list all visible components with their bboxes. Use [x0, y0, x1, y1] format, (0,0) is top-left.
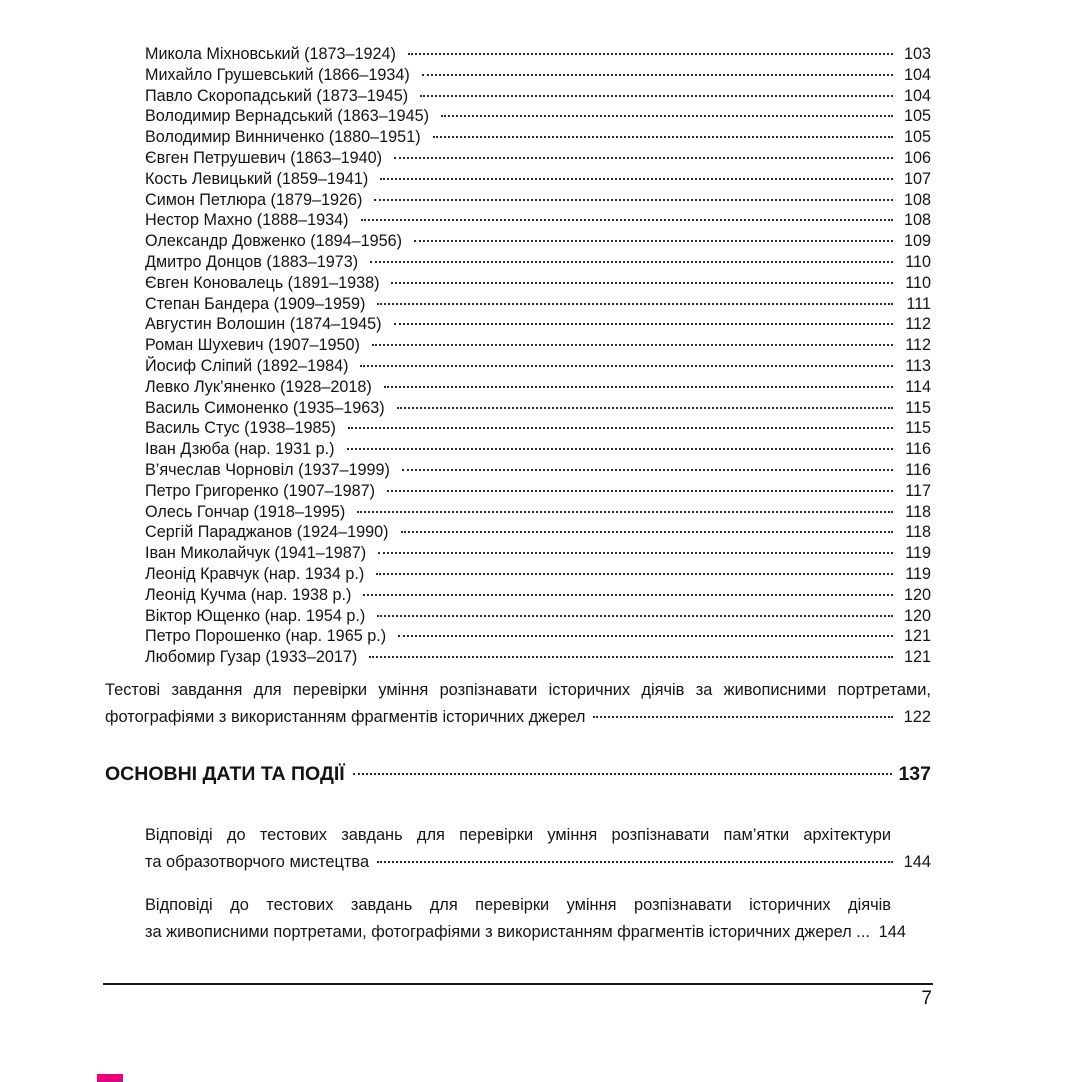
toc-entry-page: 119 — [905, 544, 931, 563]
toc-entry — [145, 606, 931, 627]
toc-entry — [145, 273, 931, 294]
answers-figures-title: за живописними портретами, фотографіями з використанням фрагментів історичних джерел ... — [145, 923, 870, 941]
toc-entry-page: 104 — [903, 65, 931, 84]
answers-architecture-line-1: Відповіді до тестових завдань для перевірки уміння розпізнавати пам’ятки архітектури — [145, 826, 891, 844]
dot-leader — [420, 95, 893, 97]
toc-entry-page: 112 — [905, 336, 931, 355]
dot-leader — [363, 594, 893, 596]
toc-entry-title: Симон Петлюра (1879–1926) — [145, 190, 363, 209]
dot-leader — [394, 323, 893, 325]
toc-entry — [145, 626, 931, 647]
toc-entry-page: 112 — [905, 315, 931, 334]
toc-entry-title: Роман Шухевич (1907–1950) — [145, 336, 360, 355]
toc-entry-page: 105 — [903, 128, 931, 147]
toc-entry-page: 121 — [903, 648, 931, 667]
section-heading — [105, 760, 931, 788]
toc-entry-page: 113 — [905, 356, 931, 375]
toc-entry — [145, 356, 931, 377]
answers-architecture-entry — [145, 822, 931, 876]
dot-leader — [593, 716, 893, 718]
toc-entry-page: 110 — [905, 273, 931, 292]
toc-entry-title: Кость Левицький (1859–1941) — [145, 169, 369, 188]
toc-entry-title: Євген Петрушевич (1863–1940) — [145, 148, 383, 167]
toc-entry — [145, 481, 931, 502]
toc-entry — [145, 169, 931, 190]
toc-entry-page: 115 — [905, 398, 931, 417]
dot-leader — [360, 365, 893, 367]
toc-entry-title: В’ячеслав Чорновіл (1937–1999) — [145, 460, 390, 479]
toc-entry-title: Віктор Ющенко (нар. 1954 р.) — [145, 606, 366, 625]
toc-entry-title: Михайло Грушевський (1866–1934) — [145, 65, 410, 84]
toc-entry-page: 119 — [905, 564, 931, 583]
answers-figures-entry — [145, 892, 931, 946]
toc-list — [145, 44, 931, 668]
tests-entry-title: фотографіями з використанням фрагментів історичних джерел — [105, 708, 586, 726]
toc-entry-page: 104 — [903, 86, 931, 105]
answers-architecture-page: 144 — [903, 853, 931, 871]
toc-entry-page: 109 — [903, 232, 931, 251]
toc-entry-title: Леонід Кравчук (нар. 1934 р.) — [145, 564, 365, 583]
dot-leader — [401, 531, 893, 533]
toc-entry-title: Августин Волошин (1874–1945) — [145, 315, 382, 334]
toc-entry — [145, 418, 931, 439]
toc-entry-title: Павло Скоропадський (1873–1945) — [145, 86, 409, 105]
dot-leader — [361, 219, 893, 221]
toc-entry — [145, 439, 931, 460]
toc-entry — [145, 65, 931, 86]
tests-entry-page: 122 — [903, 708, 931, 726]
answers-figures-line-2 — [145, 919, 931, 946]
toc-entry — [145, 86, 931, 107]
tests-entry-line-1: Тестові завдання для перевірки уміння розпізнавати історичних діячів за живописними портретами, — [105, 681, 931, 699]
toc-entry — [145, 502, 931, 523]
dot-leader — [441, 115, 893, 117]
dot-leader — [353, 773, 893, 775]
dot-leader — [408, 53, 893, 55]
toc-entry-title: Іван Дзюба (нар. 1931 р.) — [145, 440, 335, 459]
toc-entry-page: 107 — [903, 169, 931, 188]
tests-entry — [105, 677, 931, 731]
toc-entry — [145, 44, 931, 65]
toc-entry-title: Йосиф Сліпий (1892–1984) — [145, 356, 349, 375]
toc-entry — [145, 231, 931, 252]
toc-entry-page: 105 — [903, 107, 931, 126]
toc-entry — [145, 210, 931, 231]
toc-entry-title: Нестор Махно (1888–1934) — [145, 211, 349, 230]
toc-entry-title: Олесь Гончар (1918–1995) — [145, 502, 346, 521]
dot-leader — [357, 511, 893, 513]
dot-leader — [422, 74, 893, 76]
toc-entry — [145, 522, 931, 543]
answers-architecture-title: та образотворчого мистецтва — [145, 853, 370, 871]
toc-entry-page: 118 — [905, 502, 931, 521]
toc-entry — [145, 585, 931, 606]
toc-entry-title: Дмитро Донцов (1883–1973) — [145, 252, 359, 271]
dot-leader — [402, 469, 893, 471]
section-heading-page: 137 — [898, 763, 931, 785]
dot-leader — [387, 490, 893, 492]
toc-entry — [145, 647, 931, 668]
toc-entry — [145, 148, 931, 169]
dot-leader — [377, 615, 893, 617]
dot-leader — [433, 136, 893, 138]
dot-leader — [380, 178, 893, 180]
toc-entry-title: Василь Стус (1938–1985) — [145, 419, 336, 438]
toc-entry — [145, 564, 931, 585]
toc-entry — [145, 377, 931, 398]
answers-architecture-line-2 — [145, 849, 931, 876]
page-number: 7 — [921, 988, 932, 1009]
toc-entry-page: 120 — [903, 606, 931, 625]
toc-entry-title: Василь Симоненко (1935–1963) — [145, 398, 385, 417]
toc-entry-page: 115 — [905, 419, 931, 438]
toc-entry-title: Сергій Параджанов (1924–1990) — [145, 523, 389, 542]
toc-entry-title: Олександр Довженко (1894–1956) — [145, 232, 403, 251]
toc-entry-page: 116 — [905, 440, 931, 459]
dot-leader — [384, 386, 893, 388]
footer-rule — [103, 983, 933, 985]
toc-entry-page: 111 — [906, 294, 931, 313]
dot-leader — [348, 427, 893, 429]
color-edge-mark — [97, 1074, 123, 1082]
dot-leader — [414, 240, 893, 242]
dot-leader — [376, 573, 893, 575]
toc-entry-page: 116 — [905, 460, 931, 479]
toc-entry-title: Петро Порошенко (нар. 1965 р.) — [145, 627, 387, 646]
tests-entry-line-2 — [105, 704, 931, 731]
toc-entry-page: 121 — [903, 627, 931, 646]
dot-leader — [370, 261, 893, 263]
dot-leader — [378, 552, 893, 554]
toc-entry — [145, 335, 931, 356]
answers-figures-page: 144 — [878, 923, 906, 941]
dot-leader — [377, 303, 893, 305]
toc-entry-page: 108 — [903, 190, 931, 209]
toc-entry-title: Степан Бандера (1909–1959) — [145, 294, 366, 313]
dot-leader — [377, 861, 893, 863]
dot-leader — [372, 344, 893, 346]
dot-leader — [391, 282, 893, 284]
toc-entry — [145, 106, 931, 127]
toc-entry-page: 120 — [903, 585, 931, 604]
toc-entry-page: 117 — [905, 481, 931, 500]
dot-leader — [347, 448, 893, 450]
toc-entry-title: Микола Міхновський (1873–1924) — [145, 45, 396, 63]
toc-entry-title: Левко Лук’яненко (1928–2018) — [145, 377, 372, 396]
toc-entry-page: 118 — [905, 523, 931, 542]
toc-entry-page: 110 — [905, 252, 931, 271]
toc-entry-title: Володимир Винниченко (1880–1951) — [145, 128, 421, 147]
dot-leader — [374, 199, 893, 201]
toc-entry-page: 108 — [903, 211, 931, 230]
toc-entry-title: Петро Григоренко (1907–1987) — [145, 481, 375, 500]
dot-leader — [369, 656, 893, 658]
toc-entry — [145, 314, 931, 335]
toc-entry — [145, 294, 931, 315]
toc-entry-page: 103 — [903, 45, 931, 63]
section-heading-title: ОСНОВНІ ДАТИ ТА ПОДІЇ — [105, 763, 345, 785]
toc-entry-title: Любомир Гузар (1933–2017) — [145, 648, 358, 667]
toc-entry-page: 106 — [903, 148, 931, 167]
toc-entry-title: Леонід Кучма (нар. 1938 р.) — [145, 585, 352, 604]
dot-leader — [394, 157, 893, 159]
dot-leader — [397, 407, 893, 409]
answers-figures-line-1: Відповіді до тестових завдань для перевірки уміння розпізнавати історичних діячів — [145, 896, 891, 914]
toc-entry — [145, 190, 931, 211]
toc-entry-title: Володимир Вернадський (1863–1945) — [145, 107, 430, 126]
toc-entry — [145, 127, 931, 148]
dot-leader — [398, 635, 893, 637]
toc-entry — [145, 252, 931, 273]
toc-entry-title: Іван Миколайчук (1941–1987) — [145, 544, 367, 563]
toc-entry — [145, 460, 931, 481]
toc-entry — [145, 398, 931, 419]
toc-entry-page: 114 — [905, 377, 931, 396]
toc-entry-title: Євген Коновалець (1891–1938) — [145, 273, 380, 292]
toc-entry — [145, 543, 931, 564]
